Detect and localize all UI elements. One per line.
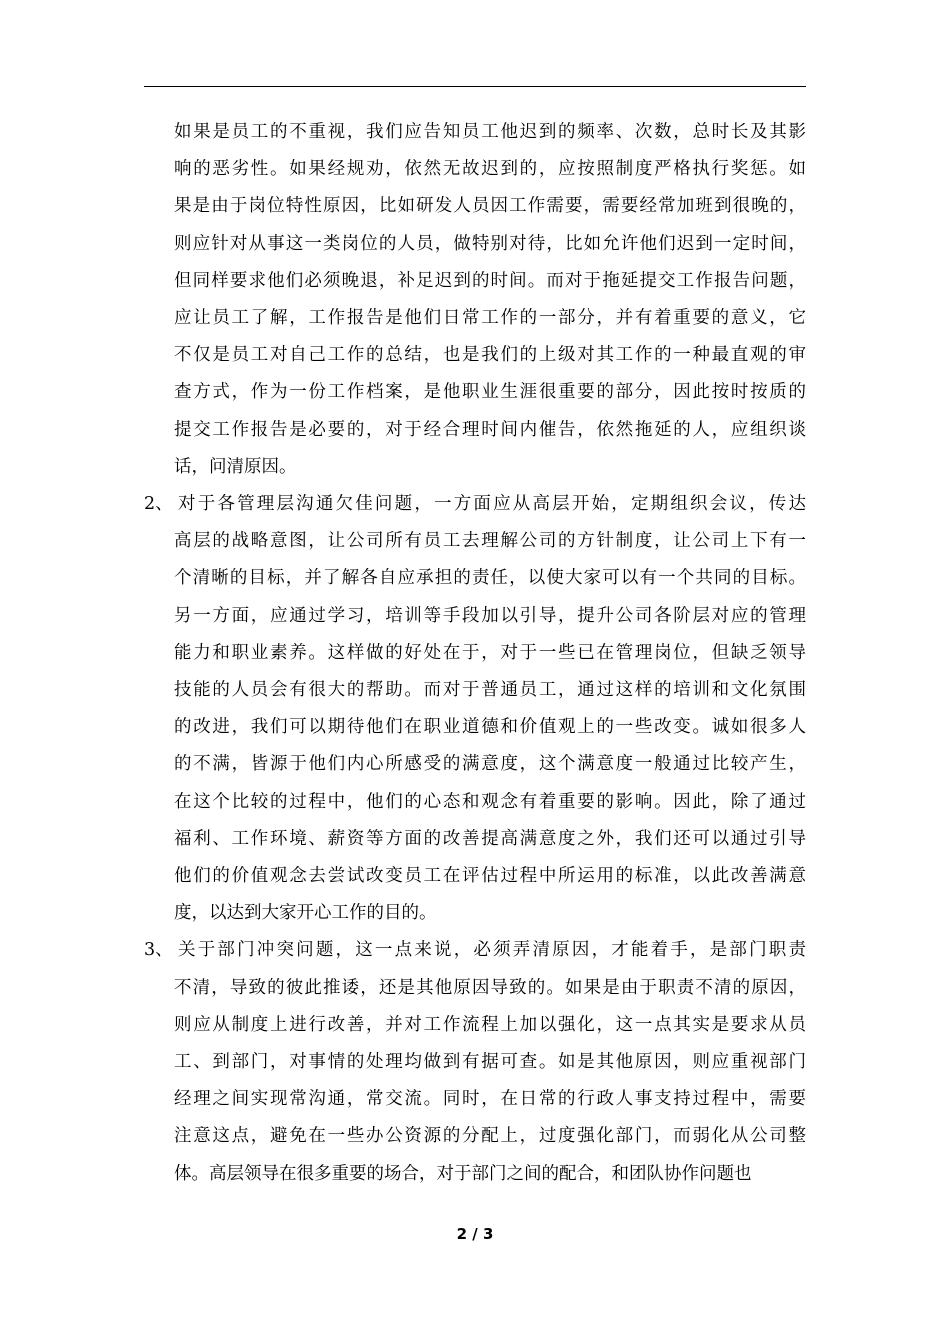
paragraph-line: 应让员工了解，工作报告是他们日常工作的一部分，并有着重要的意义，它 xyxy=(174,308,806,328)
paragraph-line: 响的恶劣性。如果经规劝，依然无故迟到的，应按照制度严格执行奖惩。如 xyxy=(174,159,806,180)
paragraph-line: 的不满，皆源于他们内心所感受的满意度，这个满意度一般通过比较产生， xyxy=(174,754,806,775)
paragraph-line: 果是由于岗位特性原因，比如研发人员因工作需要，需要经常加班到很晚的， xyxy=(174,196,806,217)
paragraph-line: 高层的战略意图，让公司所有员工去理解公司的方针制度，让公司上下有一 xyxy=(174,531,806,552)
paragraph-line: 关于部门冲突问题，这一点来说，必须弄清原因，才能着手，是部门职责 xyxy=(178,940,806,961)
paragraph-line: 不仅是员工对自己工作的总结，也是我们的上级对其工作的一种最直观的审 xyxy=(174,345,806,366)
paragraph-line: 在这个比较的过程中，他们的心态和观念有着重要的影响。因此，除了通过 xyxy=(174,791,806,812)
paragraph-line: 则应针对从事这一类岗位的人员，做特别对待，比如允许他们迟到一定时间， xyxy=(174,233,806,254)
paragraph-line: 注意这点，避免在一些办公资源的分配上，过度强化部门，而弱化从公司整 xyxy=(174,1126,806,1147)
paragraph-line: 另一方面，应通过学习，培训等手段加以引导，提升公司各阶层对应的管理 xyxy=(174,605,806,626)
paragraph-line: 查方式，作为一份工作档案，是他职业生涯很重要的部分，因此按时按质的 xyxy=(174,382,806,403)
paragraph-line: 对于各管理层沟通欠佳问题，一方面应从高层开始，定期组织会议，传达 xyxy=(178,494,806,514)
paragraph-line: 个清晰的目标，并了解各自应承担的责任，以使大家可以有一个共同的目标。 xyxy=(174,568,806,589)
list-marker: 2、 xyxy=(144,494,173,514)
paragraph-line: 经理之间实现常沟通，常交流。同时，在日常的行政人事支持过程中，需要 xyxy=(174,1089,806,1110)
paragraph-line: 话，问清原因。 xyxy=(174,456,297,477)
paragraph-line: 不清，导致的彼此推诿，还是其他原因导致的。如果是由于职责不清的原因， xyxy=(174,977,806,998)
page-number: 2 / 3 xyxy=(456,1225,494,1243)
paragraph-line: 福利、工作环境、薪资等方面的改善提高满意度之外，我们还可以通过引导 xyxy=(174,828,806,849)
paragraph-line: 的改进，我们可以期待他们在职业道德和价值观上的一些改变。诚如很多人 xyxy=(174,717,806,738)
header-rule xyxy=(144,86,806,87)
paragraph-line: 他们的价值观念去尝试改变员工在评估过程中所运用的标准，以此改善满意 xyxy=(174,866,806,886)
paragraph-line: 则应从制度上进行改善，并对工作流程上加以强化，这一点其实是要求从员 xyxy=(174,1014,806,1035)
paragraph-line: 技能的人员会有很大的帮助。而对于普通员工，通过这样的培训和文化氛围 xyxy=(174,680,806,700)
paragraph-line: 体。高层领导在很多重要的场合，对于部门之间的配合，和团队协作问题也 xyxy=(174,1163,752,1184)
paragraph-line: 度，以达到大家开心工作的目的。 xyxy=(174,903,437,924)
paragraph-line: 提交工作报告是必要的，对于经合理时间内催告，依然拖延的人，应组织谈 xyxy=(174,419,806,440)
list-marker: 3、 xyxy=(144,940,173,961)
paragraph-line: 工、到部门，对事情的处理均做到有据可查。如是其他原因，则应重视部门 xyxy=(174,1052,806,1072)
paragraph-line: 能力和职业素养。这样做的好处在于，对于一些已在管理岗位，但缺乏领导 xyxy=(174,642,806,663)
paragraph-line: 如果是员工的不重视，我们应告知员工他迟到的频率、次数，总时长及其影 xyxy=(174,122,806,142)
paragraph-line: 但同样要求他们必须晚退，补足迟到的时间。而对于拖延提交工作报告问题， xyxy=(174,270,806,291)
